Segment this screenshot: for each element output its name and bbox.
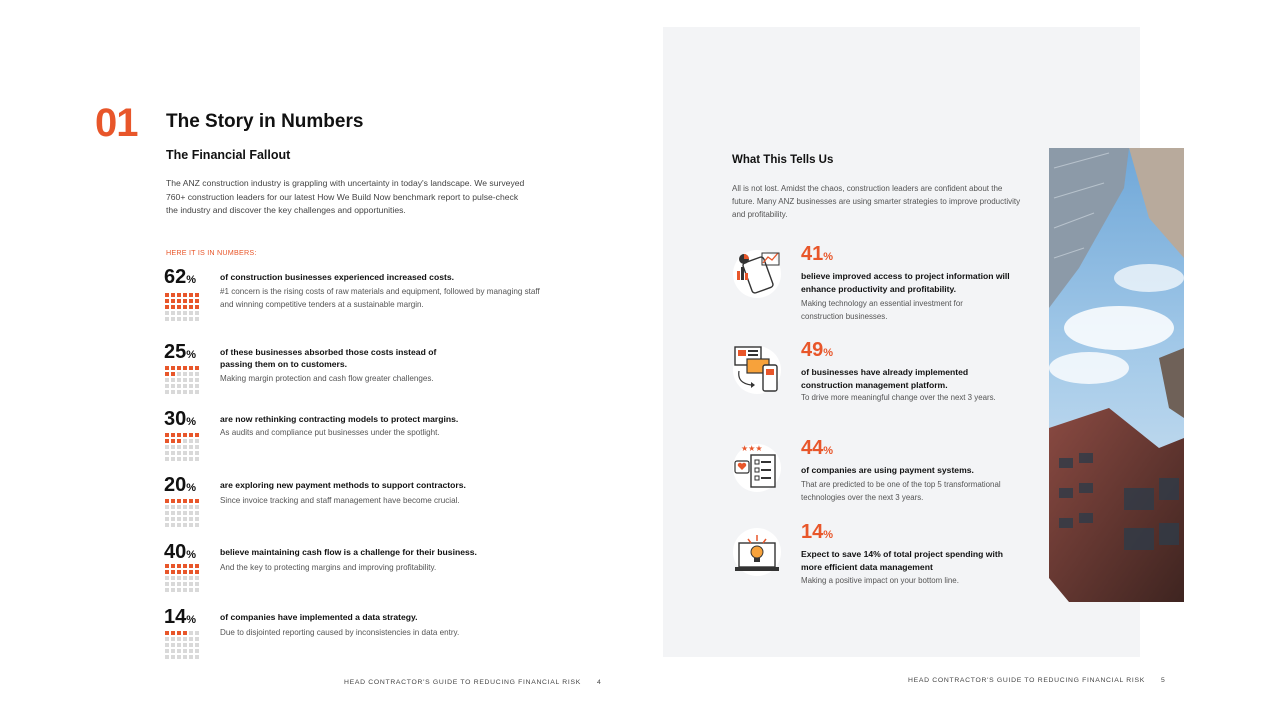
footer-right: [908, 677, 1165, 684]
stat-value: 14: [164, 606, 187, 628]
building-photo: [1049, 148, 1184, 602]
insight-headline: believe improved access to project information will enhance productivity and profitability.: [801, 271, 1010, 294]
laptop-lightbulb-icon: [733, 527, 783, 577]
insight-unit: %: [823, 529, 834, 541]
percent-dot-grid: [165, 564, 201, 592]
page-number: 4: [596, 679, 602, 686]
footer-title: HEAD CONTRACTOR'S GUIDE TO REDUCING FINANCIAL RISK: [344, 679, 581, 686]
what-title: What This Tells Us: [732, 154, 834, 166]
stat-body: #1 concern is the rising costs of raw materials and equipment, followed by managing staff and winning competitive tenders at a sustainable margin.: [220, 287, 540, 309]
page-title: The Story in Numbers: [166, 111, 364, 132]
stat-headline: are exploring new payment methods to support contractors.: [220, 480, 466, 490]
stat-unit: %: [186, 274, 197, 286]
device-sync-icon: [733, 345, 783, 395]
numbers-kicker: HERE IT IS IN NUMBERS:: [166, 248, 257, 257]
payment-checklist-icon: [733, 443, 783, 493]
stat-headline: of these businesses absorbed those costs instead of passing them on to customers.: [220, 347, 437, 369]
tablet-chart-icon: [733, 249, 783, 299]
insight-unit: %: [823, 347, 834, 359]
percent-dot-grid: [165, 631, 201, 659]
insight-percent: [801, 521, 833, 546]
insight-value: 44: [801, 437, 824, 459]
stat-body: And the key to protecting margins and improving profitability.: [220, 563, 437, 572]
insight-value: 41: [801, 243, 824, 265]
stat-unit: %: [186, 614, 197, 626]
insight-headline: of companies are using payment systems.: [801, 465, 974, 475]
stat-percent: [164, 409, 196, 432]
percent-dot-grid: [165, 433, 201, 461]
section-number: 01: [95, 101, 138, 145]
stat-percent: [164, 475, 196, 498]
stat-body: Due to disjointed reporting caused by inconsistencies in data entry.: [220, 628, 460, 637]
stat-percent: [164, 607, 196, 630]
stat-headline: of companies have implemented a data strategy.: [220, 612, 418, 622]
stat-headline: believe maintaining cash flow is a challenge for their business.: [220, 547, 477, 557]
insight-body: Making a positive impact on your bottom line.: [801, 576, 959, 585]
stat-value: 30: [164, 408, 187, 430]
stat-headline: are now rethinking contracting models to protect margins.: [220, 414, 459, 424]
stat-percent: [164, 542, 196, 565]
insight-body: To drive more meaningful change over the next 3 years.: [801, 393, 996, 402]
insight-percent: [801, 243, 833, 268]
insight-unit: %: [823, 445, 834, 457]
insight-headline: Expect to save 14% of total project spending with more efficient data management: [801, 549, 1003, 572]
stat-value: 62: [164, 266, 187, 288]
intro-paragraph: The ANZ construction industry is grappling with uncertainty in today's landscape. We surveyed 760+ construction leaders for our latest How We Build Now benchmark report to pulse-check the industry and discover the key challenges and opportunities.: [166, 178, 525, 215]
insight-unit: %: [823, 251, 834, 263]
insight-value: 49: [801, 339, 824, 361]
percent-dot-grid: [165, 366, 201, 394]
section-subtitle: The Financial Fallout: [166, 148, 291, 162]
footer-left: [344, 679, 601, 686]
stat-value: 25: [164, 341, 187, 363]
percent-dot-grid: [165, 293, 201, 321]
stat-value: 20: [164, 474, 187, 496]
stat-percent: [164, 342, 196, 365]
page-number: 5: [1160, 677, 1166, 684]
insight-headline: of businesses have already implemented construction management platform.: [801, 367, 969, 390]
insight-body: Making technology an essential investment for construction businesses.: [801, 299, 963, 321]
stat-body: Making margin protection and cash flow greater challenges.: [220, 374, 434, 383]
stat-percent: [164, 267, 196, 290]
stat-unit: %: [186, 416, 197, 428]
what-intro: All is not lost. Amidst the chaos, construction leaders are confident about the future. Many ANZ businesses are using smarter strategies to improve productivity and profitability.: [732, 184, 1021, 219]
svg-text:★★★: ★★★: [741, 444, 763, 453]
stat-body: As audits and compliance put businesses under the spotlight.: [220, 428, 440, 437]
insight-value: 14: [801, 521, 824, 543]
stat-unit: %: [186, 349, 197, 361]
insight-percent: [801, 339, 833, 364]
insight-percent: [801, 437, 833, 462]
percent-dot-grid: [165, 499, 201, 527]
stat-body: Since invoice tracking and staff management have become crucial.: [220, 496, 460, 505]
footer-title: HEAD CONTRACTOR'S GUIDE TO REDUCING FINANCIAL RISK: [908, 677, 1145, 684]
stat-unit: %: [186, 482, 197, 494]
stat-value: 40: [164, 541, 187, 563]
stat-unit: %: [186, 549, 197, 561]
stat-headline: of construction businesses experienced increased costs.: [220, 272, 455, 282]
insight-body: That are predicted to be one of the top 5 transformational technologies over the next 3 years.: [801, 480, 1001, 502]
